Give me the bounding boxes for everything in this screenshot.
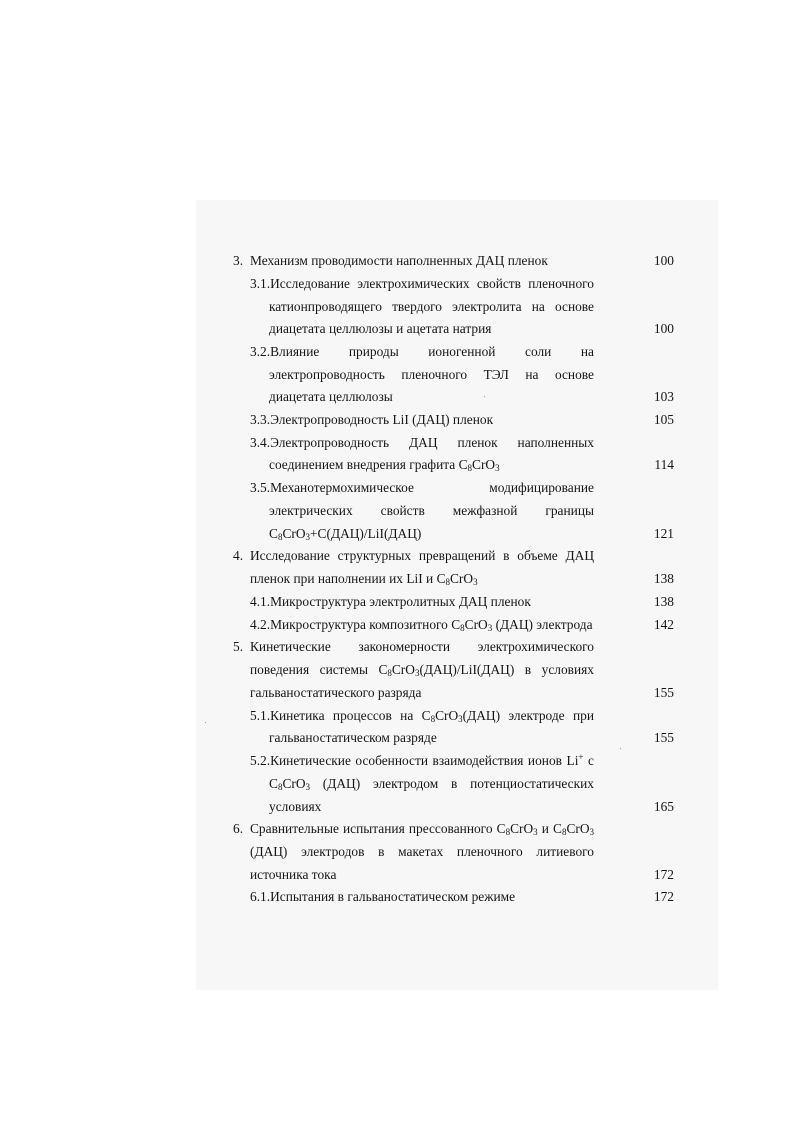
toc-page-number: 100 xyxy=(653,253,674,268)
toc-entry-number: 3. xyxy=(233,253,244,268)
toc-entry-title: 5.2.Кинетические особенности взаимодействия ионов Li+ с xyxy=(250,752,594,768)
toc-page-number: 172 xyxy=(653,867,674,882)
toc-page-number: 155 xyxy=(653,730,674,745)
toc-page-number: 142 xyxy=(653,617,674,632)
toc-entry-title-cont: $C_8CrO_3+C(ДАЦ)/LiI(ДАЦ)$ xyxy=(269,526,422,542)
toc-entry-number: 5. xyxy=(233,639,244,654)
toc-page-number: 165 xyxy=(653,799,674,814)
toc-entry-title-cont: электрических свойств межфазной границы xyxy=(269,503,594,518)
toc-entry-title: 3.5.Механотермохимическое модифицирование xyxy=(250,480,594,495)
toc-entry-title-cont: источника тока xyxy=(250,867,337,882)
toc-entry-title: Сравнительные испытания прессованного $C_8CrO_3$ и $C_8CrO_3$ xyxy=(250,821,595,837)
toc-page-number: 138 xyxy=(653,571,674,586)
toc-page-number: 138 xyxy=(653,594,674,609)
toc-entry-title-cont: $C_8CrO_3$ (ДАЦ) электродом в потенциостатических xyxy=(269,776,594,792)
toc-page-number: 114 xyxy=(654,457,674,472)
toc-entry-title-cont: гальваностатического разряда xyxy=(250,685,422,700)
toc-entry-title-cont: (ДАЦ) электродов в макетах пленочного литиевого xyxy=(250,844,594,859)
toc-page-number: 172 xyxy=(653,889,674,904)
toc-entry-title: 3.3.Электропроводность LiI (ДАЦ) пленок xyxy=(250,412,494,427)
scan-speck xyxy=(205,722,206,723)
toc-entry-title-cont: соединением внедрения графита $C_8CrO_3$ xyxy=(269,457,500,473)
toc-entry-title-cont: поведения системы $C_8CrO_3(ДАЦ)/LiI(ДАЦ)$ в условиях xyxy=(250,662,594,678)
toc-entry-title: 3.4.Электропроводность ДАЦ пленок наполненных xyxy=(250,435,594,450)
toc-page-number: 103 xyxy=(653,389,674,404)
toc-entry-title-cont: условиях xyxy=(269,799,322,814)
toc-entry-number: 4. xyxy=(233,548,244,563)
toc-entry-title-cont: электропроводность пленочного ТЭЛ на основе xyxy=(269,367,594,382)
toc-entry-title: 3.2.Влияние природы ионогенной соли на xyxy=(250,344,594,359)
toc-entry-number: 6. xyxy=(233,821,244,836)
toc-page-number: 105 xyxy=(653,412,674,427)
toc-entry-title: 3.1.Исследование электрохимических свойств пленочного xyxy=(250,276,594,291)
toc-entry-title-cont: катионпроводящего твердого электролита на основе xyxy=(269,299,594,314)
toc-entry-title: Исследование структурных превращений в объеме ДАЦ xyxy=(250,548,594,563)
toc-page-number: 155 xyxy=(653,685,674,700)
toc-entry-title: 6.1.Испытания в гальваностатическом режиме xyxy=(250,889,516,904)
toc-page-number: 121 xyxy=(653,526,674,541)
toc-page-number: 100 xyxy=(653,321,674,336)
toc-entry-title-cont: диацетата целлюлозы xyxy=(269,389,393,404)
scan-speck xyxy=(620,748,621,749)
toc-entry-title-cont: диацетата целлюлозы и ацетата натрия xyxy=(269,321,492,336)
toc-entry-title: Механизм проводимости наполненных ДАЦ пленок xyxy=(250,253,548,268)
toc-entry-title-cont: гальваностатическом разряде xyxy=(269,730,437,745)
toc-entry-title: 5.1.Кинетика процессов на $C_8CrO_3(ДАЦ)$ электроде при xyxy=(250,708,595,724)
toc-entry-title: 4.1.Микроструктура электролитных ДАЦ пленок xyxy=(250,594,531,609)
toc-entry-title-cont: пленок при наполнении их LiI и $C_8CrO_3$ xyxy=(250,571,478,587)
toc-entry-title: 4.2.Микроструктура композитного $C_8CrO_3$ (ДАЦ) электрода xyxy=(250,617,593,633)
toc-entry-title: Кинетические закономерности электрохимического xyxy=(250,639,594,654)
scan-speck xyxy=(484,396,485,397)
